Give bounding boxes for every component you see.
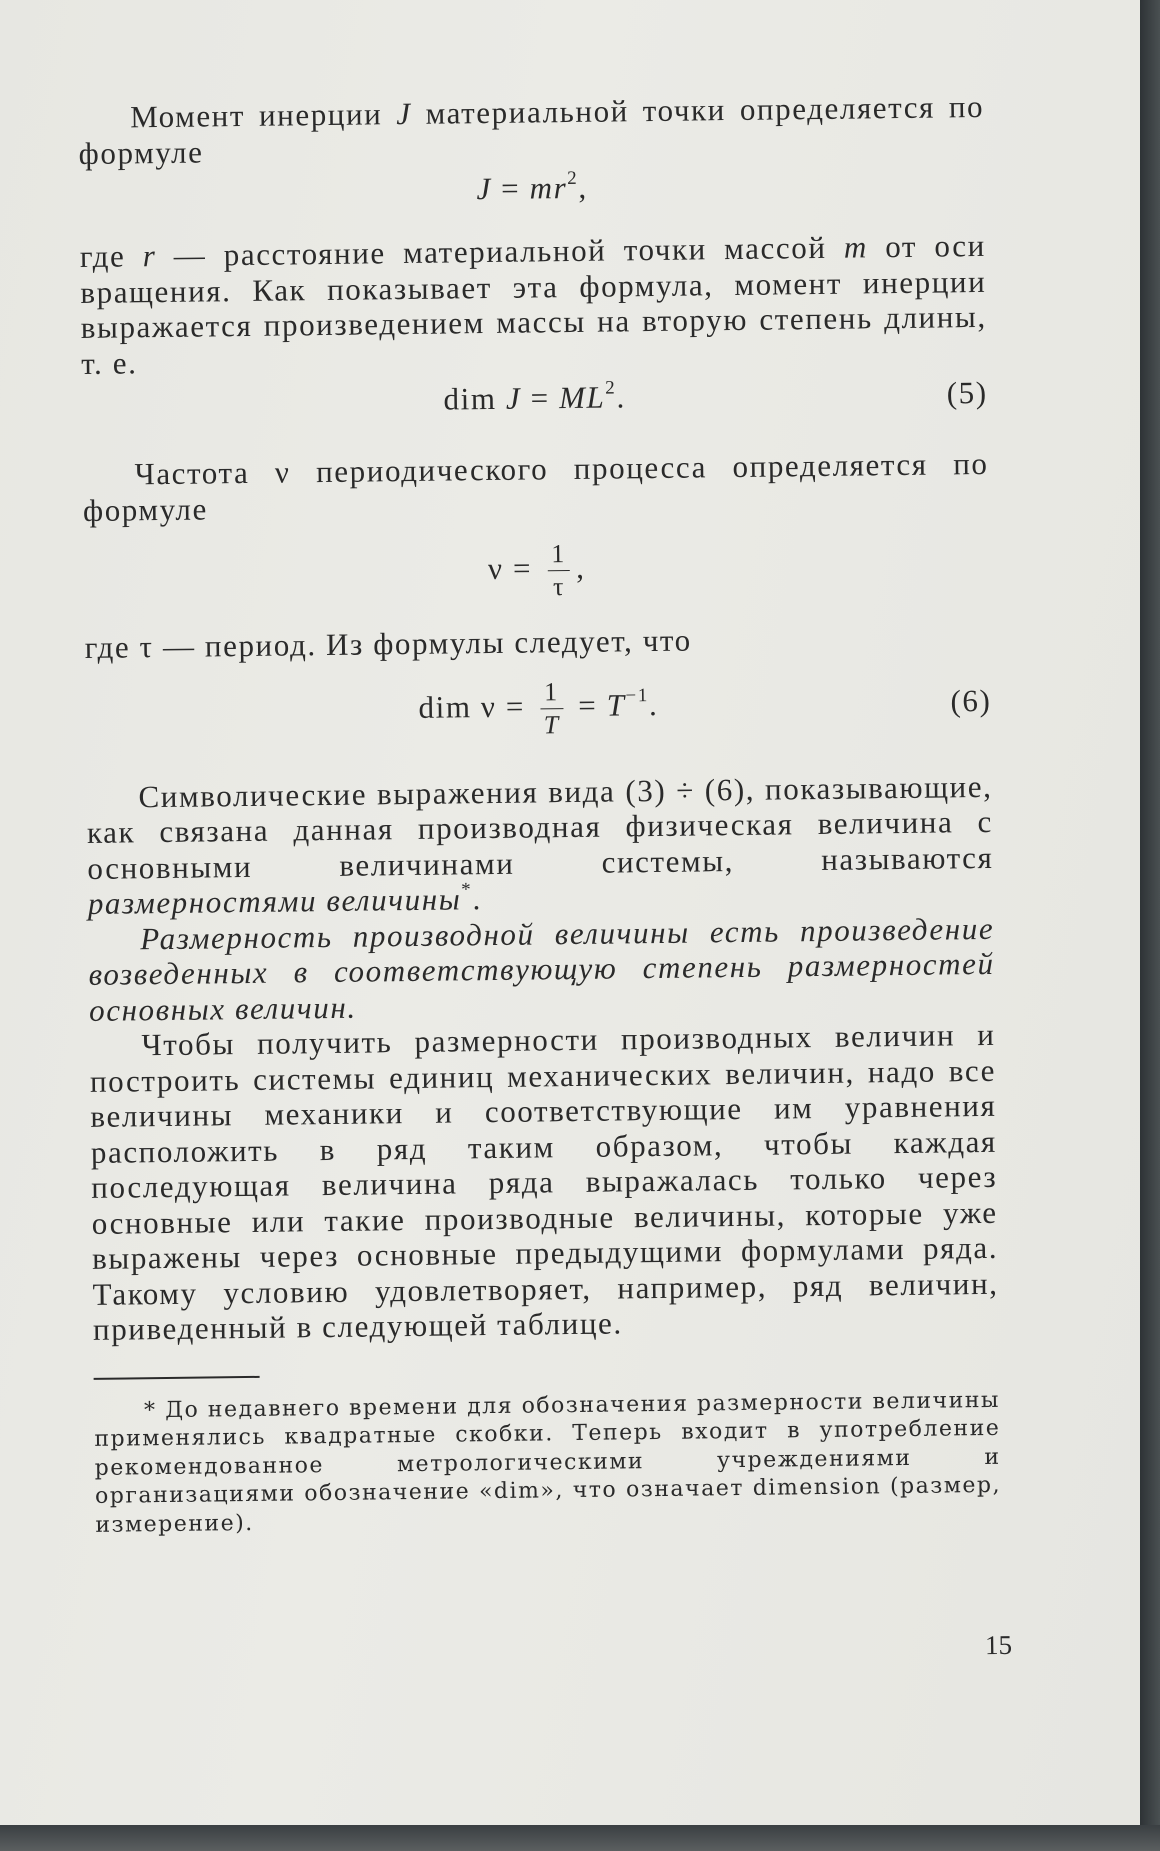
paragraph-frequency: Частота ν периодического процесса определяется по формуле: [82, 445, 989, 528]
symbol-nu: ν: [274, 454, 291, 490]
formula-inertia: $J = mr^2$,: [476, 167, 588, 207]
equation-number-6: (6): [950, 682, 992, 718]
fraction-1-over-tau: $\frac{1}{\tau}$: [547, 538, 570, 603]
footnote-marker: *: [461, 879, 473, 901]
term-dimensions: размерностями величины: [87, 881, 462, 921]
page-text-block: [78, 89, 1002, 1540]
paragraph-r-definition: где r — расстояние материальной точки массой m от оси вращения. Как показывает эта формула, момент инерции выражается произведением массы на вторую степень длины, т. е.: [79, 227, 987, 381]
symbol-tau: τ: [139, 629, 154, 665]
footnote: * До недавнего времени для обозначения размерности величины применялись квадратные скобки. Теперь входит в употребление рекомендованное метрологическими учреждениями и организациями обозначение «dim», что означает dimension (размер, измерение).: [94, 1387, 1002, 1538]
book-edge-bottom: [0, 1825, 1160, 1851]
symbol-m: m: [843, 229, 869, 265]
book-edge-right: [1140, 0, 1160, 1851]
footnote-divider: [94, 1375, 260, 1379]
page-number: 15: [984, 1629, 1013, 1661]
paragraph-moment-of-inertia: Момент инерции J материальной точки определяется по формуле: [78, 88, 985, 171]
paragraph-definition: Размерность производной величины есть произведение возведенных в соответствующую степень размерностей основных величин.: [88, 910, 995, 1028]
formula-6: dim ν = $\frac{1}{T}$ = $T^{-1}$. (6): [85, 654, 992, 757]
fraction-1-over-T: $\frac{1}{T}$: [540, 676, 563, 741]
symbol-r: r: [142, 238, 157, 274]
formula-frequency: ν = $\frac{1}{\tau}$ ,: [83, 517, 990, 620]
symbol-J: J: [396, 95, 412, 132]
equation-number-5: (5): [946, 374, 988, 411]
paragraph-tau-definition: где τ — период. Из формулы следует, что: [84, 622, 692, 665]
paragraph-derived-units: Чтобы получить размерности производных величин и построить системы единиц механических величин, надо все величины механики и соответствующие им уравнения расположить в ряд таким образом, чтобы каждая последующая величина ряда выражалась только через основные или такие производные величины, которые уже выражены через основные предыдущими формулами ряда. Такому условию удовлетворяет, например, ряд величин, приведенный в следующей таблице.: [89, 1016, 999, 1347]
paragraph-symbolic-expressions: Символические выражения вида (3) ÷ (6), показывающие, как связана данная производная физическая величина с основными величинами системы, называются размерностями величины*.: [86, 768, 994, 921]
formula-5: dim $J = ML^2$. (5): [81, 370, 987, 427]
